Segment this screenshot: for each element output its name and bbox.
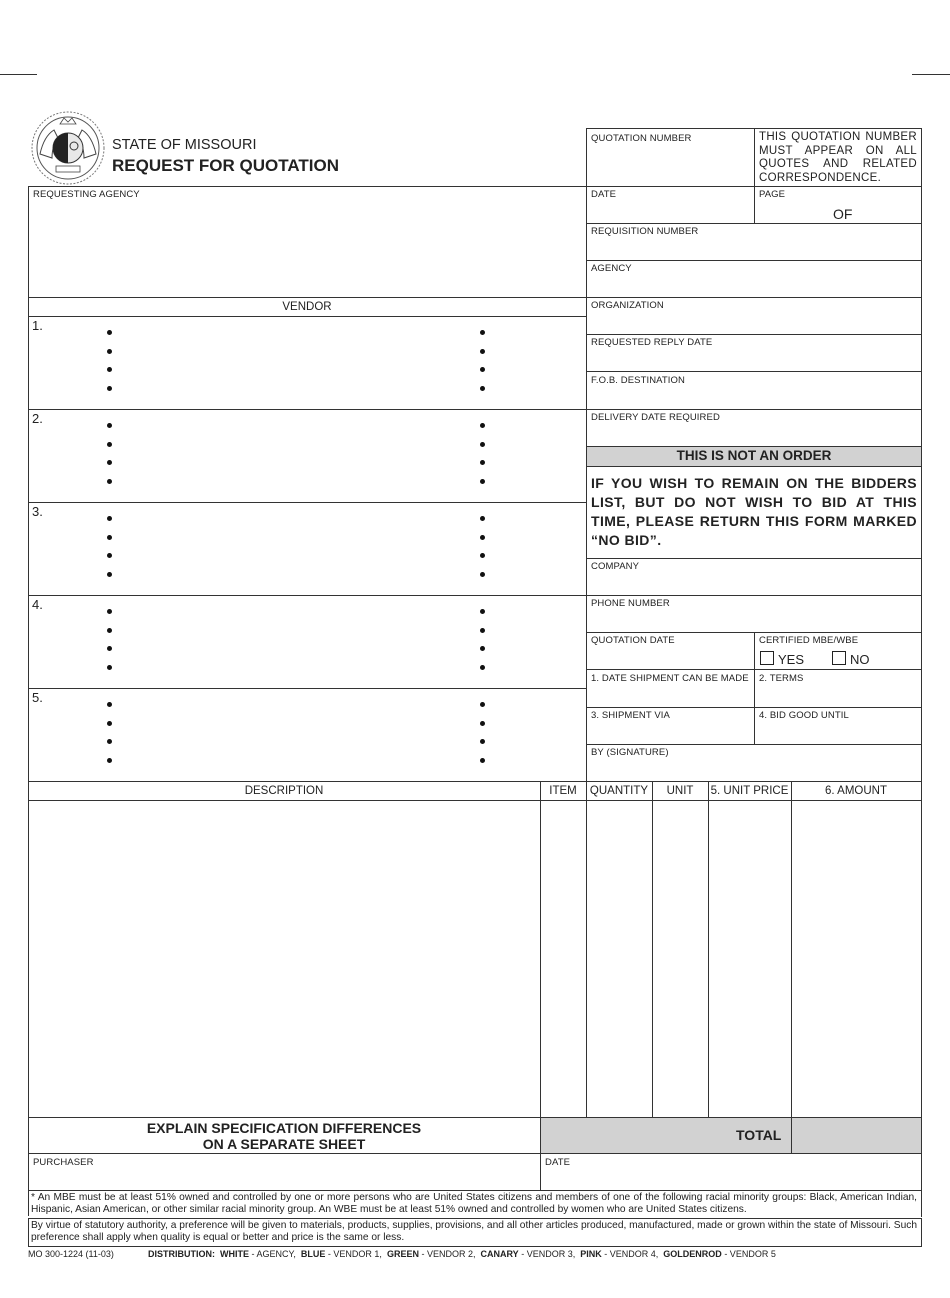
rule [586,334,922,335]
distribution-copy-color: PINK [580,1249,602,1259]
distribution-copy-color: CANARY [480,1249,519,1259]
distribution-copy-color: GOLDENROD [663,1249,722,1259]
rule [28,1218,922,1219]
vendor-bullet-icon [480,330,485,335]
vendor-bullet-icon [480,349,485,354]
bid-good-until-field[interactable]: 4. BID GOOD UNTIL [759,710,849,721]
rule [754,632,755,744]
vendor-bullet-icon [107,479,112,484]
date-shipment-field[interactable]: 1. DATE SHIPMENT CAN BE MADE [591,673,749,684]
column-quantity: QUANTITY [589,785,649,797]
yes-checkbox-box[interactable] [760,651,774,665]
rule [28,186,922,187]
rule [28,1246,922,1247]
vendor-bullet-icon [480,609,485,614]
explain-differences-line2: ON A SEPARATE SHEET [202,1136,366,1152]
vendor-bullet-icon [480,386,485,391]
missouri-preference-note: By virtue of statutory authority, a preference will be given to materials, products, supplies, provisions, and all other articles produced, manufactured, made or grown within the state of Missouri. Such preference shall apply when quality is equal or better and price is the same or less. [31,1220,917,1243]
mbe-definition-note: * An MBE must be at least 51% owned and controlled by one or more persons who are United States citizens and members of one of the following racial minority groups: Black, American Indian, Hispanic, Asian American, or other similar racial minority group. An WBE must be at least 51% owned and controlled by women who are United States citizens. [31,1192,917,1215]
vendor-entry-1[interactable] [29,317,585,408]
vendor-bullet-icon [480,479,485,484]
vendor-bullet-icon [480,702,485,707]
rule [652,781,653,1117]
signature-field[interactable]: BY (SIGNATURE) [591,747,669,758]
vendor-bullet-icon [107,758,112,763]
vendor-bullet-icon [107,721,112,726]
date-field[interactable]: DATE [591,189,617,200]
organization-field[interactable]: ORGANIZATION [591,300,664,311]
total-label: TOTAL [736,1127,782,1143]
vendor-bullet-icon [107,535,112,540]
vendor-bullet-icon [107,349,112,354]
column-amount: 6. AMOUNT [825,785,887,797]
distribution-recipient: - VENDOR 2, [421,1249,476,1259]
crop-mark-left [0,74,37,75]
vendor-number-1: 1. [32,318,43,333]
vendor-bullet-icon [107,702,112,707]
form-number: MO 300-1224 (11-03) [28,1249,114,1259]
rule [791,781,792,1117]
vendor-bullet-icon [107,665,112,670]
vendor-number-3: 3. [32,504,43,519]
rule [586,223,922,224]
quotation-number-field[interactable]: QUOTATION NUMBER [591,133,692,144]
vendor-bullet-icon [480,516,485,521]
not-an-order-banner: THIS IS NOT AN ORDER [676,448,832,463]
rule [28,1218,29,1246]
vendor-bullet-icon [107,386,112,391]
purchaser-date-field[interactable]: DATE [545,1157,571,1168]
distribution-recipient: - VENDOR 5 [724,1249,776,1259]
terms-field[interactable]: 2. TERMS [759,673,804,684]
no-label: NO [850,652,870,667]
distribution-label: DISTRIBUTION: [148,1249,215,1259]
requested-reply-date-field[interactable]: REQUESTED REPLY DATE [591,337,713,348]
rule [586,781,587,1117]
vendor-number-2: 2. [32,411,43,426]
distribution-list [220,1249,781,1259]
page-of-label: OF [833,206,853,222]
vendor-bullet-icon [480,758,485,763]
distribution-copy-color: BLUE [300,1249,326,1259]
distribution-recipient: - VENDOR 1, [327,1249,382,1259]
certified-mbe-wbe-label: CERTIFIED MBE/WBE [759,635,859,646]
purchaser-field[interactable]: PURCHASER [33,1157,94,1168]
vendor-entry-2[interactable] [29,410,585,501]
fob-destination-field[interactable]: F.O.B. DESTINATION [591,375,685,386]
vendor-bullet-icon [480,665,485,670]
no-bid-notice: IF YOU WISH TO REMAIN ON THE BIDDERS LIST, BUT DO NOT WISH TO BID AT THIS TIME, PLEASE RETURN THIS FORM MARKED “NO BID”. [591,475,917,548]
rule [28,1153,922,1154]
quotation-number-notice: THIS QUOTATION NUMBER MUST APPEAR ON ALL QUOTES AND RELATED CORRESPONDENCE. [759,131,917,184]
distribution-copy-color: WHITE [220,1249,250,1259]
phone-number-field[interactable]: PHONE NUMBER [591,598,670,609]
vendor-bullet-icon [480,572,485,577]
vendor-entry-3[interactable] [29,503,585,594]
vendor-bullet-icon [480,721,485,726]
vendor-number-4: 4. [32,597,43,612]
vendor-bullet-icon [107,516,112,521]
rule [586,558,922,559]
distribution-recipient: - AGENCY, [251,1249,296,1259]
right-border [921,128,922,1217]
line-items-area[interactable] [29,801,540,1117]
rule [586,371,922,372]
vendor-bullet-icon [107,442,112,447]
rule [586,744,922,745]
rule [28,297,922,298]
rule [586,260,922,261]
vendor-number-5: 5. [32,690,43,705]
distribution-copy-color: GREEN [386,1249,419,1259]
rule [28,781,922,782]
explain-differences-line1: EXPLAIN SPECIFICATION DIFFERENCES [146,1120,422,1136]
yes-label: YES [778,652,805,667]
delivery-date-required-field[interactable]: DELIVERY DATE REQUIRED [591,412,720,423]
form-title: REQUEST FOR QUOTATION [112,156,339,175]
rule [754,128,755,224]
rule [708,781,709,1117]
no-checkbox-box[interactable] [832,651,846,665]
agency-field[interactable]: AGENCY [591,263,632,274]
column-unit-price: 5. UNIT PRICE [710,785,789,797]
column-unit: UNIT [666,785,694,797]
vendor-bullet-icon [107,423,112,428]
vendor-bullet-icon [480,628,485,633]
vendor-heading: VENDOR [282,301,332,313]
rule [921,1218,922,1246]
missouri-state-seal-icon [30,110,106,186]
distribution-recipient: - VENDOR 3, [521,1249,576,1259]
rule [586,466,922,467]
distribution-recipient: - VENDOR 4, [604,1249,659,1259]
total-amount-cell[interactable] [792,1118,921,1153]
shipment-via-field[interactable]: 3. SHIPMENT VIA [591,710,670,721]
column-description: DESCRIPTION [244,785,324,797]
page-field[interactable]: PAGE [759,189,786,200]
state-name: STATE OF MISSOURI [112,137,257,153]
requesting-agency-field[interactable]: REQUESTING AGENCY [33,189,140,200]
vendor-bullet-icon [480,442,485,447]
mbe-yes-checkbox[interactable] [760,651,804,667]
vendor-bullet-icon [107,628,112,633]
vendor-bullet-icon [480,535,485,540]
vendor-bullet-icon [107,609,112,614]
rule [28,1190,922,1191]
crop-mark-right [912,74,950,75]
distribution-line [148,1249,781,1259]
vendor-entry-5[interactable] [29,689,585,780]
company-field[interactable]: COMPANY [591,561,640,572]
vendor-bullet-icon [107,572,112,577]
vendor-bullet-icon [480,423,485,428]
vendor-bullet-icon [107,330,112,335]
quotation-date-field[interactable]: QUOTATION DATE [591,635,675,646]
column-item: ITEM [549,785,577,797]
requisition-number-field[interactable]: REQUISITION NUMBER [591,226,699,237]
mbe-no-checkbox[interactable] [832,651,870,667]
vendor-entry-4[interactable] [29,596,585,687]
